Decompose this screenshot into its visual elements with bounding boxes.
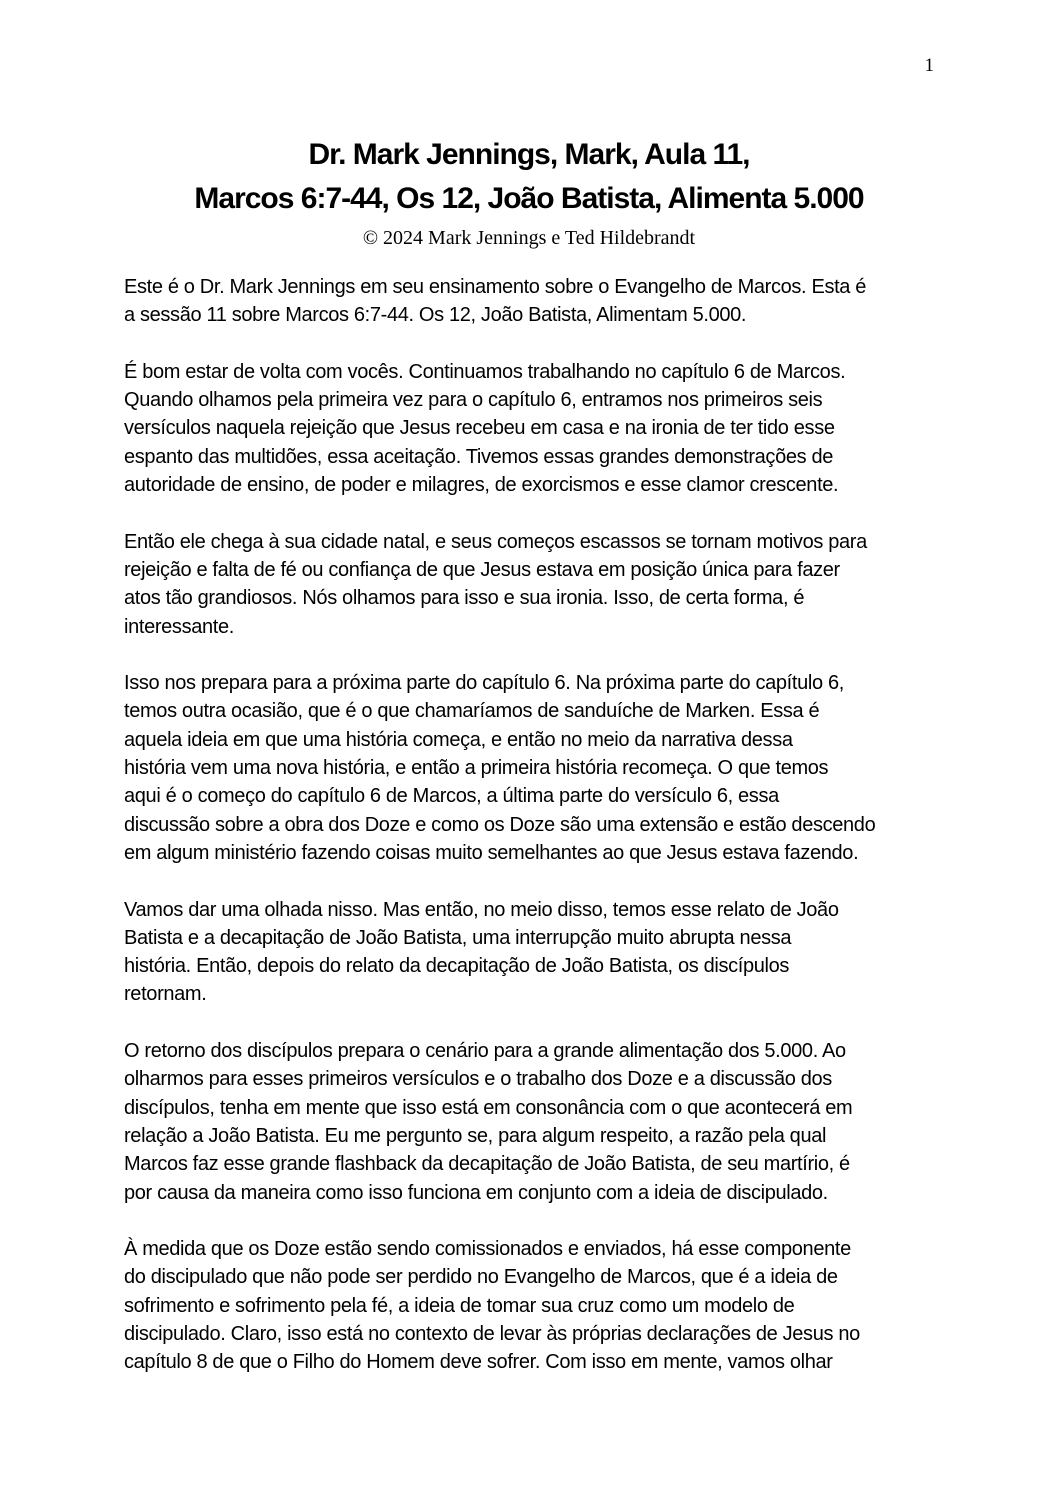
text-line: interessante. [124, 615, 234, 638]
text-line: discípulos, tenha em mente que isso está em consonância com o que acontecerá em [124, 1096, 853, 1119]
paragraph [124, 896, 940, 1009]
text-line: Vamos dar uma olhada nisso. Mas então, no meio disso, temos esse relato de João [124, 898, 839, 921]
text-line: do discipulado que não pode ser perdido no Evangelho de Marcos, que é a ideia de [124, 1266, 838, 1289]
text-line: por causa da maneira como isso funciona em conjunto com a ideia de discipulado. [124, 1181, 828, 1204]
paragraph [124, 528, 940, 641]
paragraph [124, 358, 940, 499]
text-line: autoridade de ensino, de poder e milagres, de exorcismos e esse clamor crescente. [124, 474, 839, 497]
paragraph [124, 669, 940, 867]
text-line: versículos naquela rejeição que Jesus recebeu em casa e na ironia de ter tido esse [124, 417, 835, 440]
text-line: espanto das multidões, essa aceitação. Tivemos essas grandes demonstrações de [124, 445, 834, 468]
text-line: Isso nos prepara para a próxima parte do capítulo 6. Na próxima parte do capítulo 6, [124, 672, 844, 695]
copyright-line: © 2024 Mark Jennings e Ted Hildebrandt [362, 227, 696, 249]
page-title [60, 133, 998, 221]
text-line: À medida que os Doze estão sendo comissionados e enviados, há esse componente [124, 1238, 851, 1261]
text-line: Então ele chega à sua cidade natal, e seus começos escassos se tornam motivos para [124, 530, 867, 553]
text-line: discipulado. Claro, isso está no contexto de levar às próprias declarações de Jesus no [124, 1322, 860, 1345]
text-line: retornam. [124, 983, 207, 1006]
text-line: história vem uma nova história, e então a primeira história recomeça. O que temos [124, 757, 829, 780]
text-line: a sessão 11 sobre Marcos 6:7-44. Os 12, João Batista, Alimentam 5.000. [124, 304, 747, 327]
text-line: É bom estar de volta com vocês. Continuamos trabalhando no capítulo 6 de Marcos. [124, 360, 846, 383]
document-body [124, 273, 940, 1405]
text-line: Marcos faz esse grande flashback da decapitação de João Batista, de seu martírio, é [124, 1153, 850, 1176]
text-line: olharmos para esses primeiros versículos e o trabalho dos Doze e a discussão dos [124, 1068, 832, 1091]
text-line: O retorno dos discípulos prepara o cenário para a grande alimentação dos 5.000. Ao [124, 1040, 846, 1063]
text-line: em algum ministério fazendo coisas muito semelhantes ao que Jesus estava fazendo. [124, 841, 859, 864]
text-line: aquela ideia em que uma história começa, e então no meio da narrativa dessa [124, 728, 793, 751]
text-line: capítulo 8 de que o Filho do Homem deve sofrer. Com isso em mente, vamos olhar [124, 1351, 833, 1374]
text-line: Batista e a decapitação de João Batista, uma interrupção muito abrupta nessa [124, 926, 792, 949]
text-line: aqui é o começo do capítulo 6 de Marcos, a última parte do versículo 6, essa [124, 785, 779, 808]
text-line: Este é o Dr. Mark Jennings em seu ensinamento sobre o Evangelho de Marcos. Esta é [124, 276, 867, 298]
text-line: rejeição e falta de fé ou confiança de que Jesus estava em posição única para fazer [124, 558, 840, 581]
page-title-line-2: Marcos 6:7-44, Os 12, João Batista, Alimenta 5.000 [194, 182, 864, 215]
page-title-line-1: Dr. Mark Jennings, Mark, Aula 11, [308, 138, 750, 171]
paragraph [124, 1235, 940, 1376]
text-line: história. Então, depois do relato da decapitação de João Batista, os discípulos [124, 955, 790, 978]
text-line: temos outra ocasião, que é o que chamaríamos de sanduíche de Marken. Essa é [124, 700, 820, 723]
paragraph [124, 1037, 940, 1207]
text-line: sofrimento e sofrimento pela fé, a ideia de tomar sua cruz como um modelo de [124, 1294, 795, 1317]
text-line: relação a João Batista. Eu me pergunto se, para algum respeito, a razão pela qual [124, 1124, 827, 1147]
document-header [60, 133, 998, 251]
paragraph [124, 273, 940, 330]
text-line: discussão sobre a obra dos Doze e como os Doze são uma extensão e estão descendo [124, 813, 876, 836]
text-line: atos tão grandiosos. Nós olhamos para isso e sua ironia. Isso, de certa forma, é [124, 587, 805, 610]
page-number: 1 [924, 55, 934, 76]
text-line: Quando olhamos pela primeira vez para o capítulo 6, entramos nos primeiros seis [124, 389, 823, 412]
